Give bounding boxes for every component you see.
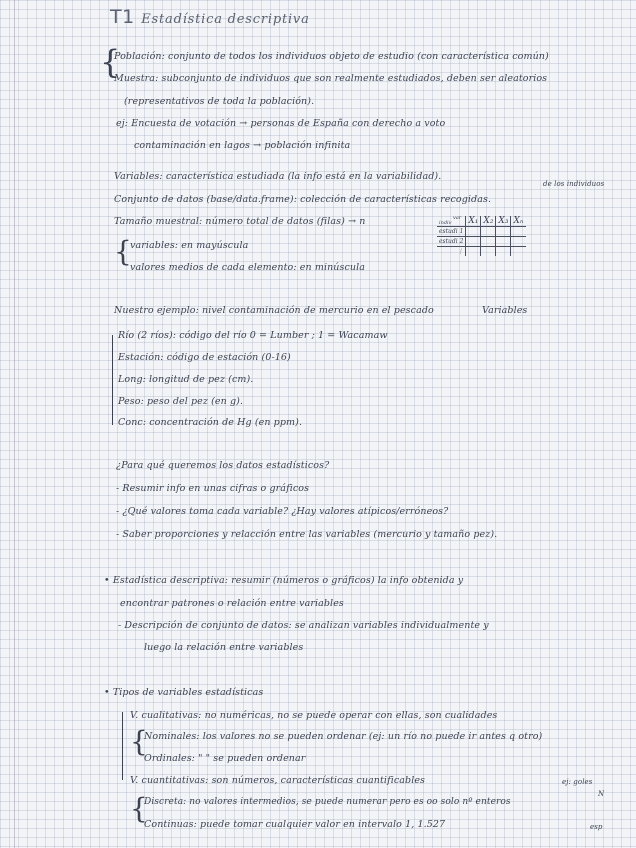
line-para-que: ¿Para qué queremos los datos estadísticos?: [116, 460, 330, 471]
matrix-corner-indiv: indiv: [439, 220, 452, 226]
matrix-header-x1: X₁: [466, 216, 481, 227]
line-encontrar-patrones: encontrar patrones o relación entre variables: [120, 598, 344, 609]
matrix-header-x2: X₂: [481, 216, 496, 227]
brace-notacion: {: [114, 235, 132, 268]
matrix-corner-var: var: [453, 215, 462, 221]
line-variables-mayuscula: variables: en mayúscula: [130, 240, 249, 251]
line-nuestro-ejemplo: Nuestro ejemplo: nivel contaminación de mercurio en el pescado: [114, 305, 434, 316]
page-title: [110, 6, 310, 28]
line-representativos: (representativos de toda la población).: [124, 96, 315, 107]
line-estacion: Estación: código de estación (0-16): [118, 352, 291, 363]
line-ejemplo-encuesta: ej: Encuesta de votación → personas de España con derecho a voto: [116, 118, 446, 129]
note-goles: ej: goles: [562, 778, 593, 786]
matrix-row-label: estudi 2: [437, 237, 466, 247]
line-tipos-variables: • Tipos de variables estadísticas: [104, 687, 264, 698]
line-cualitativas: V. cualitativas: no numéricas, no se puede operar con ellas, son cualidades: [130, 710, 498, 721]
line-discreta: Discreta: no valores intermedios, se puede numerar pero es oo solo nº enteros: [144, 797, 511, 807]
line-variables: Variables: característica estudiada (la info está en la variabilidad).: [114, 171, 442, 182]
note-de-los-individuos: de los individuos: [543, 180, 605, 188]
line-saber-proporciones: - Saber proporciones y relacción entre las variables (mercurio y tamaño pez).: [116, 529, 498, 540]
line-conc: Conc: concentración de Hg (en ppm).: [118, 417, 303, 428]
line-conjunto-datos: Conjunto de datos (base/data.frame): colección de características recogidas.: [114, 194, 492, 205]
brace-cuantitativas: {: [130, 792, 148, 825]
line-ordinales: Ordinales: " " se pueden ordenar: [144, 753, 306, 764]
matrix-row-label: estudi 1: [437, 227, 466, 237]
line-estadistica-descriptiva: • Estadística descriptiva: resumir (números o gráficos) la info obtenida y: [104, 575, 464, 586]
matrix-header-x3: X₃: [496, 216, 511, 227]
line-valores-minuscula: valores medios de cada elemento: en minúscula: [130, 262, 366, 273]
line-que-valores: - ¿Qué valores toma cada variable? ¿Hay valores atípicos/erróneos?: [116, 506, 449, 517]
line-rio: Río (2 ríos): código del río 0 = Lumber ; 1 = Wacamaw: [118, 330, 388, 341]
matrix-header-xn: Xₙ: [511, 216, 526, 227]
line-descripcion-conjunto: - Descripción de conjunto de datos: se analizan variables individualmente y: [118, 620, 489, 631]
note-esp: esp: [590, 823, 603, 831]
line-peso: Peso: peso del pez (en g).: [118, 396, 244, 407]
line-long: Long: longitud de pez (cm).: [118, 374, 254, 385]
line-tamano-muestral: Tamaño muestral: número total de datos (filas) → n: [114, 216, 366, 227]
line-nominales: Nominales: los valores no se pueden ordenar (ej: un río no puede ir antes q otro): [144, 731, 543, 742]
line-muestra: Muestra: subconjunto de individuos que son realmente estudiados, deben ser aleatorios: [114, 73, 548, 84]
line-poblacion: Población: conjunto de todos los individuos objeto de estudio (con característica común): [114, 51, 549, 62]
bracket-variables: [112, 335, 113, 425]
brace-cualitativas: {: [130, 725, 148, 758]
line-continuas: Continuas: puede tomar cualquier valor en intervalo 1, 1.527: [144, 819, 446, 830]
matrix-row-label: ⋮: [437, 247, 466, 257]
line-ejemplo-lagos: contaminación en lagos → población infinita: [134, 140, 351, 151]
bracket-tipos: [122, 712, 123, 780]
line-cuantitativas: V. cuantitativas: son números, características cuantificables: [130, 775, 426, 786]
line-resumir: - Resumir info en unas cifras o gráficos: [116, 483, 310, 494]
brace-poblacion: {: [100, 43, 121, 81]
title-subtitle: Estadística descriptiva: [141, 12, 310, 27]
title-main: T1: [110, 6, 135, 28]
data-matrix-sketch: [437, 216, 526, 256]
note-naturales: N: [598, 790, 605, 798]
page-margin-line: [14, 0, 15, 848]
label-variables: Variables: [482, 305, 528, 316]
line-luego-relacion: luego la relación entre variables: [144, 642, 304, 653]
